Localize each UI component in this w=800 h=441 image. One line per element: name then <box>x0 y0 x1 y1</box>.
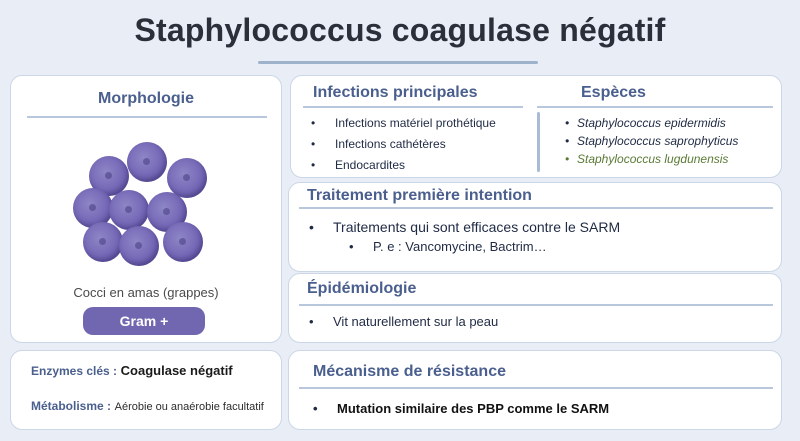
species-divider <box>537 106 773 108</box>
enzymes-value: Coagulase négatif <box>120 363 233 378</box>
list-item: • Infections cathétères <box>311 135 496 156</box>
morphology-card <box>10 75 282 343</box>
coccus-icon <box>109 190 149 230</box>
treatment-list <box>309 217 620 239</box>
resistance-divider <box>299 387 773 389</box>
list-item: • Staphylococcus epidermidis <box>565 115 738 133</box>
infections-divider <box>303 106 523 108</box>
metabolism-row <box>31 398 264 413</box>
list-item: • Staphylococcus lugdunensis <box>565 151 738 169</box>
infections-title: Infections principales <box>313 84 478 101</box>
enzymes-card <box>10 350 282 430</box>
epidemiology-divider <box>299 304 773 306</box>
species-title: Espèces <box>581 84 646 101</box>
list-item: • Staphylococcus saprophyticus <box>565 133 738 151</box>
list-item: • P. e : Vancomycine, Bactrim… <box>349 239 547 254</box>
species-list <box>565 115 738 169</box>
list-item: • Infections matériel prothétique <box>311 114 496 135</box>
treatment-title: Traitement première intention <box>307 187 532 204</box>
resistance-title: Mécanisme de résistance <box>313 363 506 380</box>
treatment-card <box>288 182 782 272</box>
morphology-divider <box>27 116 267 118</box>
enzymes-row <box>31 363 233 378</box>
epidemiology-list <box>309 314 498 329</box>
morphology-title: Morphologie <box>98 90 194 107</box>
gram-stain-badge: Gram + <box>83 307 205 335</box>
epidemiology-card <box>288 273 782 343</box>
coccus-icon <box>83 222 123 262</box>
list-item: • Mutation similaire des PBP comme le SARM <box>313 401 609 416</box>
coccus-icon <box>119 226 159 266</box>
infections-card <box>290 75 782 178</box>
list-item: • Endocardites <box>311 156 496 177</box>
page-title: Staphylococcus coagulase négatif <box>134 12 666 48</box>
metabolism-label: Métabolisme : <box>31 399 112 413</box>
metabolism-value: Aérobie ou anaérobie facultatif <box>114 401 264 413</box>
coccus-icon <box>163 222 203 262</box>
coccus-icon <box>127 142 167 182</box>
resistance-list <box>313 401 609 416</box>
cocci-cluster-illustration <box>71 138 221 268</box>
column-divider <box>537 112 540 172</box>
list-item: • Traitements qui sont efficaces contre le SARM <box>309 217 620 239</box>
list-item: • Vit naturellement sur la peau <box>309 314 498 329</box>
resistance-card <box>288 350 782 430</box>
treatment-sublist <box>349 239 547 254</box>
treatment-divider <box>299 207 773 209</box>
epidemiology-title: Épidémiologie <box>307 280 417 297</box>
title-underline <box>258 61 538 64</box>
infections-list <box>311 114 496 177</box>
enzymes-label: Enzymes clés : <box>31 364 118 378</box>
morphology-caption: Cocci en amas (grappes) <box>73 285 219 300</box>
